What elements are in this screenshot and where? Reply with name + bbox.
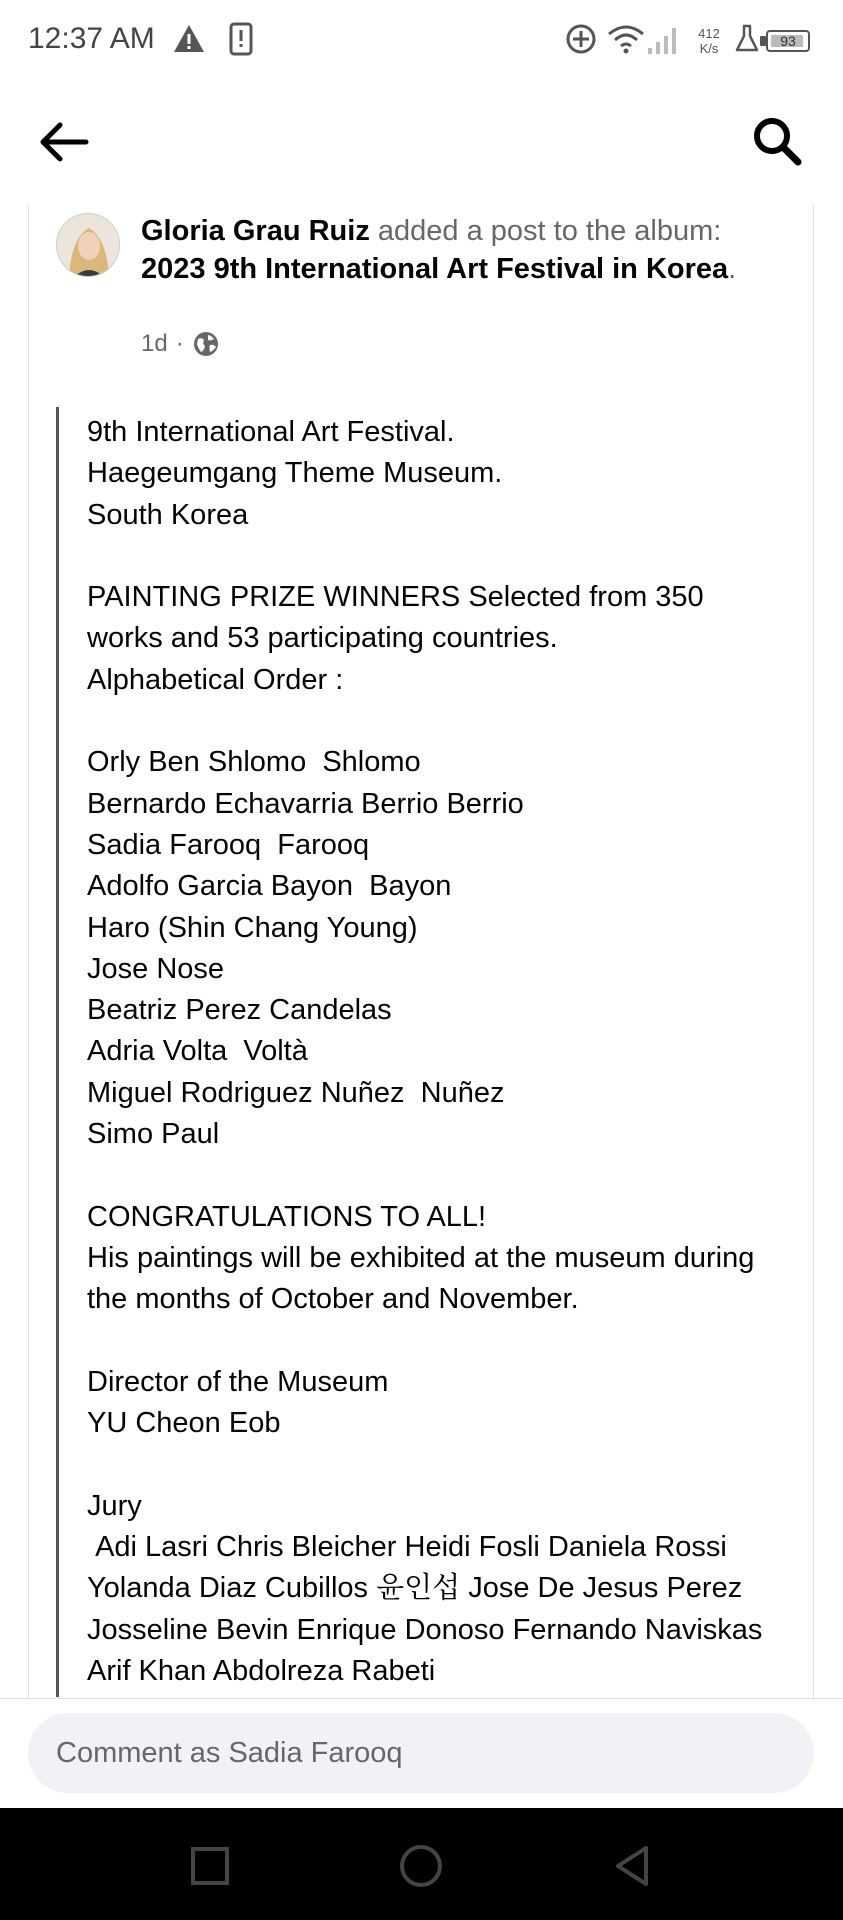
home-button[interactable] (397, 1842, 445, 1890)
status-bar (0, 0, 843, 84)
post-paragraph: 9th International Art Festival. Haegeumgang Theme Museum. South Korea (87, 416, 503, 531)
system-nav-bar (0, 1808, 843, 1920)
album-link[interactable]: 2023 9th International Art Festival in Korea (141, 253, 729, 285)
paragraph-gap (87, 701, 777, 742)
signal-icon (646, 22, 682, 56)
post-action-text: added a post to the album: (369, 215, 722, 247)
warning-icon (172, 22, 206, 56)
network-speed-value: 412 (698, 26, 720, 41)
flask-icon (734, 22, 760, 56)
paragraph-gap (87, 1155, 777, 1196)
app-header (0, 90, 843, 200)
comment-composer (0, 1698, 843, 1809)
meta-separator: · (175, 330, 184, 357)
search-icon (748, 112, 808, 172)
search-button[interactable] (748, 112, 808, 172)
network-speed (692, 26, 726, 56)
back-button[interactable] (34, 112, 94, 172)
home-circle-icon (397, 1842, 445, 1890)
post-paragraph: CONGRATULATIONS TO ALL! His paintings will be exhibited at the museum during the months of October and November. (87, 1200, 755, 1316)
battery-icon (766, 30, 810, 52)
post-paragraph: Orly Ben Shlomo Shlomo Bernardo Echavarria Berrio Berrio Sadia Farooq Farooq Adolfo Garcia Bayon Bayon Haro (Shin Chang Young) Jose Nose Beatriz Perez Candelas Adria Volta Voltà Miguel Rodriguez Nuñez Nuñez Simo Paul (87, 746, 524, 1151)
author-name[interactable]: Gloria Grau Ruiz (141, 215, 370, 247)
battery-level: 93 (780, 33, 796, 49)
sim-alert-icon (228, 22, 254, 56)
post-paragraph: PAINTING PRIZE WINNERS Selected from 350 works and 53 participating countries. Alphabetical Order : (87, 581, 704, 696)
nav-back-button[interactable] (608, 1842, 656, 1890)
post-header (141, 212, 781, 288)
post-header-period: . (728, 253, 737, 285)
recents-button[interactable] (186, 1842, 234, 1890)
paragraph-gap (87, 1444, 777, 1485)
network-speed-unit: K/s (699, 41, 719, 56)
post-time[interactable]: 1d (141, 330, 168, 357)
avatar[interactable] (56, 213, 120, 277)
back-arrow-icon (34, 112, 94, 172)
globe-icon (192, 330, 220, 358)
post-body (87, 412, 777, 1697)
paragraph-gap (87, 1321, 777, 1362)
recents-square-icon (186, 1842, 234, 1890)
post-paragraph: Jury Adi Lasri Chris Bleicher Heidi Fosli Daniela Rossi Yolanda Diaz Cubillos 윤인섭 Jose De Jesus Perez Josseline Bevin Enrique Donoso Fernando Naviskas Arif Khan Abdolreza Rabeti (87, 1489, 763, 1687)
quote-bar (56, 407, 59, 1697)
post-paragraph: Director of the Museum YU Cheon Eob (87, 1365, 389, 1440)
wifi-icon (606, 22, 646, 56)
back-triangle-icon (608, 1842, 656, 1890)
comment-input[interactable] (28, 1713, 814, 1793)
author-photo (57, 214, 120, 277)
data-saver-icon (564, 22, 598, 56)
status-time: 12:37 AM (28, 22, 155, 55)
post-meta (141, 330, 220, 358)
paragraph-gap (87, 536, 777, 577)
